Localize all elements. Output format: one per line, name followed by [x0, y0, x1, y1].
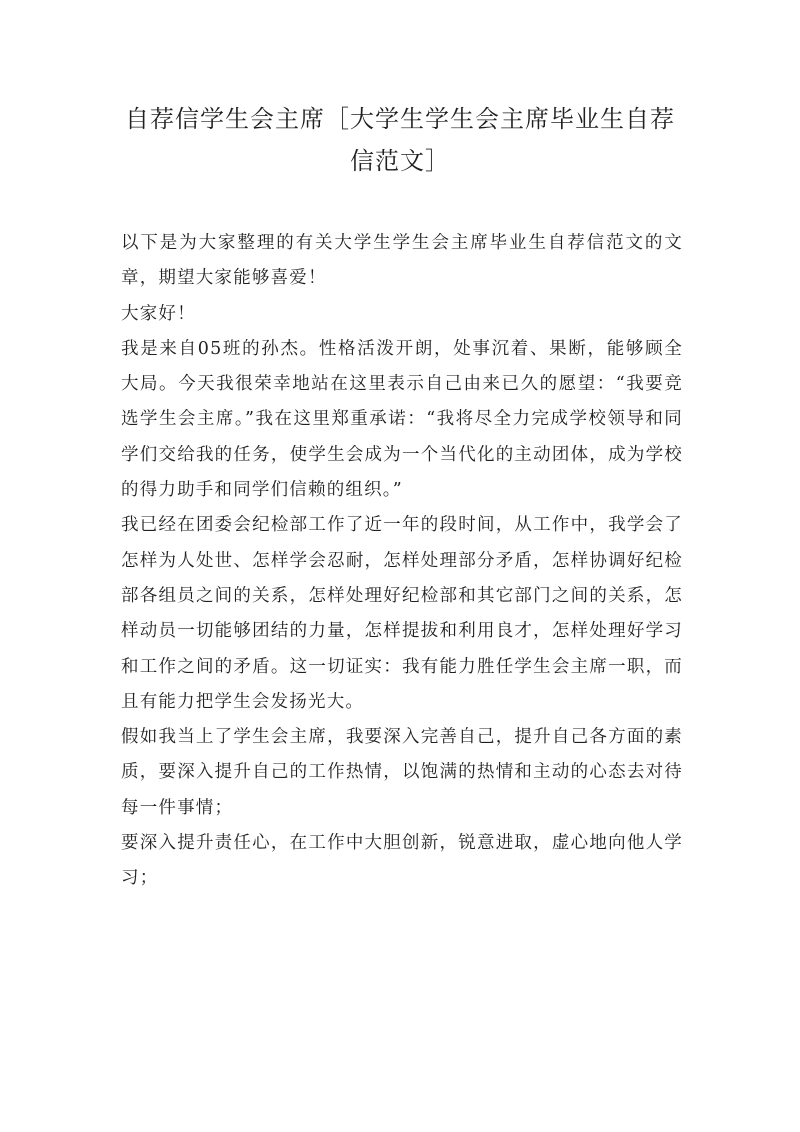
- paragraph-greeting: 大家好！: [121, 303, 196, 324]
- paragraph-self-introduction: 我是来自05班的孙杰。性格活泼开朗，处事沉着、果断，能够顾全大局。今天我很荣幸地站在这里表示自己由来已久的愿望：“我要竞选学生会主席。”我在这里郑重承诺：“我将尽全力完成学校领导和同学们交给我的任务，使学生会成为一个当代化的主动团体，成为学校的得力助手和同学们信赖的组织。”: [121, 338, 683, 501]
- paragraph-experience: 我已经在团委会纪检部工作了近一年的段时间，从工作中，我学会了怎样为人处世、怎样学会忍耐，怎样处理部分矛盾，怎样协调好纪检部各组员之间的关系，怎样处理好纪检部和其它部门之间的关系，怎样动员一切能够团结的力量，怎样提拔和利用良才，怎样处理好学习和工作之间的矛盾。这一切证实：我有能力胜任学生会主席一职，而且有能力把学生会发扬光大。: [121, 515, 683, 712]
- document-body: [121, 226, 683, 897]
- document-title: 自荐信学生会主席［大学生学生会主席毕业生自荐信范文］: [125, 105, 675, 175]
- paragraph-plan: 假如我当上了学生会主席，我要深入完善自己，提升自己各方面的素质，要深入提升自己的工作热情，以饱满的热情和主动的心态去对待每一件事情；: [121, 727, 683, 818]
- paragraph-responsibility: 要深入提升责任心，在工作中大胆创新，锐意进取，虚心地向他人学习；: [121, 833, 683, 889]
- paragraph-intro: 以下是为大家整理的有关大学生学生会主席毕业生自荐信范文的文章，期望大家能够喜爱！: [121, 233, 683, 289]
